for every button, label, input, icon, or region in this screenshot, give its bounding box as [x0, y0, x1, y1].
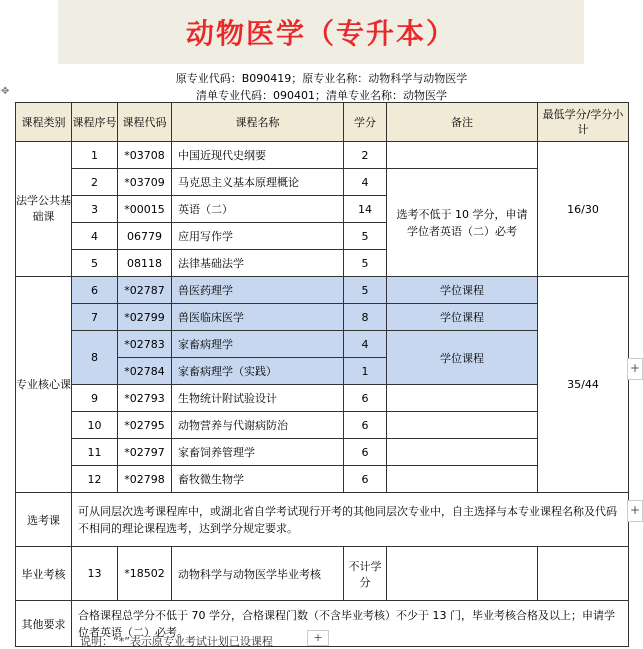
title-banner — [58, 0, 584, 64]
elective-label: 选考课 — [16, 493, 72, 547]
course-note: 学位课程 — [387, 304, 538, 331]
graduation-code: *18502 — [118, 547, 172, 601]
graduation-name: 动物科学与动物医学毕业考核 — [172, 547, 344, 601]
major-min-credit: 35/44 — [538, 277, 629, 493]
footer-note: 说明：“*”表示原专业考试计划已设课程 — [80, 635, 273, 648]
course-name: 畜牧微生物学 — [172, 466, 344, 493]
header-min-credit: 最低学分/学分小计 — [538, 103, 629, 142]
graduation-row — [16, 547, 629, 601]
course-no: 10 — [72, 412, 118, 439]
graduation-note — [387, 547, 538, 601]
course-name: 法律基础法学 — [172, 250, 344, 277]
original-major-info: 原专业代码：B090419；原专业名称：动物科学与动物医学 — [175, 72, 468, 85]
course-note — [387, 412, 538, 439]
graduation-no: 13 — [72, 547, 118, 601]
category-major: 专业核心课 — [16, 277, 72, 493]
course-no: 4 — [72, 223, 118, 250]
elective-text: 可从同层次选考课程库中，或湖北省自学考试现行开考的其他同层次专业中，自主选择与本专业课程名称及代码不相同的理论课程选考，达到学分规定要求。 — [72, 493, 629, 547]
course-note: 学位课程 — [387, 331, 538, 385]
course-note — [387, 385, 538, 412]
course-credit: 8 — [344, 304, 387, 331]
course-no: 12 — [72, 466, 118, 493]
course-note — [387, 466, 538, 493]
course-credit: 4 — [344, 169, 387, 196]
other-label: 其他要求 — [16, 601, 72, 647]
course-note — [387, 439, 538, 466]
course-name: 生物统计附试验设计 — [172, 385, 344, 412]
course-code: *03708 — [118, 142, 172, 169]
course-name: 马克思主义基本原理概论 — [172, 169, 344, 196]
course-name: 家畜病理学（实践） — [172, 358, 344, 385]
course-code: *00015 — [118, 196, 172, 223]
course-name: 应用写作学 — [172, 223, 344, 250]
course-no: 8 — [72, 331, 118, 385]
course-code: *02799 — [118, 304, 172, 331]
course-credit: 5 — [344, 250, 387, 277]
course-code: *02787 — [118, 277, 172, 304]
category-law: 法学公共基础课 — [16, 142, 72, 277]
header-category: 课程类别 — [16, 103, 72, 142]
graduation-credit: 不计学分 — [344, 547, 387, 601]
header-name: 课程名称 — [172, 103, 344, 142]
graduation-min — [538, 547, 629, 601]
course-no: 3 — [72, 196, 118, 223]
add-row-icon[interactable]: + — [307, 630, 329, 646]
course-no: 2 — [72, 169, 118, 196]
course-name: 家畜饲养管理学 — [172, 439, 344, 466]
course-credit: 6 — [344, 385, 387, 412]
course-no: 5 — [72, 250, 118, 277]
course-name: 兽医药理学 — [172, 277, 344, 304]
elective-row — [16, 493, 629, 547]
table-anchor-icon[interactable]: ✥ — [1, 86, 10, 97]
header-note: 备注 — [387, 103, 538, 142]
course-note: 学位课程 — [387, 277, 538, 304]
course-credit: 6 — [344, 412, 387, 439]
course-credit: 6 — [344, 466, 387, 493]
course-name: 中国近现代史纲要 — [172, 142, 344, 169]
course-no: 1 — [72, 142, 118, 169]
course-code: *03709 — [118, 169, 172, 196]
course-code: *02784 — [118, 358, 172, 385]
course-no: 7 — [72, 304, 118, 331]
page-title: 动物医学（专升本） — [185, 17, 456, 50]
course-credit: 5 — [344, 223, 387, 250]
course-name: 动物营养与代谢病防治 — [172, 412, 344, 439]
course-no: 6 — [72, 277, 118, 304]
law-note: 选考不低于 10 学分，申请学位者英语（二）必考 — [387, 169, 538, 277]
table-row — [16, 169, 629, 196]
table-row — [16, 466, 629, 493]
add-column-icon[interactable]: + — [627, 500, 643, 522]
table-header-row — [16, 103, 629, 142]
header-seq: 课程序号 — [72, 103, 118, 142]
course-table — [15, 102, 629, 647]
table-row — [16, 331, 629, 358]
course-code: *02795 — [118, 412, 172, 439]
course-name: 英语（二） — [172, 196, 344, 223]
course-credit: 1 — [344, 358, 387, 385]
table-row — [16, 142, 629, 169]
header-code: 课程代码 — [118, 103, 172, 142]
course-code: 08118 — [118, 250, 172, 277]
course-name: 家畜病理学 — [172, 331, 344, 358]
course-credit: 14 — [344, 196, 387, 223]
course-code: *02797 — [118, 439, 172, 466]
table-row — [16, 304, 629, 331]
header-credit: 学分 — [344, 103, 387, 142]
course-credit: 4 — [344, 331, 387, 358]
table-row — [16, 412, 629, 439]
course-note — [387, 142, 538, 169]
course-code: *02793 — [118, 385, 172, 412]
table-row — [16, 277, 629, 304]
course-credit: 2 — [344, 142, 387, 169]
graduation-label: 毕业考核 — [16, 547, 72, 601]
course-code: 06779 — [118, 223, 172, 250]
course-name: 兽医临床医学 — [172, 304, 344, 331]
course-code: *02798 — [118, 466, 172, 493]
list-major-info: 清单专业代码：090401；清单专业名称：动物医学 — [196, 89, 447, 102]
course-credit: 5 — [344, 277, 387, 304]
course-code: *02783 — [118, 331, 172, 358]
table-row — [16, 385, 629, 412]
other-text: 合格课程总学分不低于 70 学分，合格课程门数（不含毕业考核）不少于 13 门，毕业考核合格及以上；申请学位者英语（二）必考。 — [72, 601, 629, 647]
add-column-icon[interactable]: + — [627, 358, 643, 380]
course-no: 9 — [72, 385, 118, 412]
law-min-credit: 16/30 — [538, 142, 629, 277]
course-no: 11 — [72, 439, 118, 466]
course-credit: 6 — [344, 439, 387, 466]
table-row — [16, 439, 629, 466]
